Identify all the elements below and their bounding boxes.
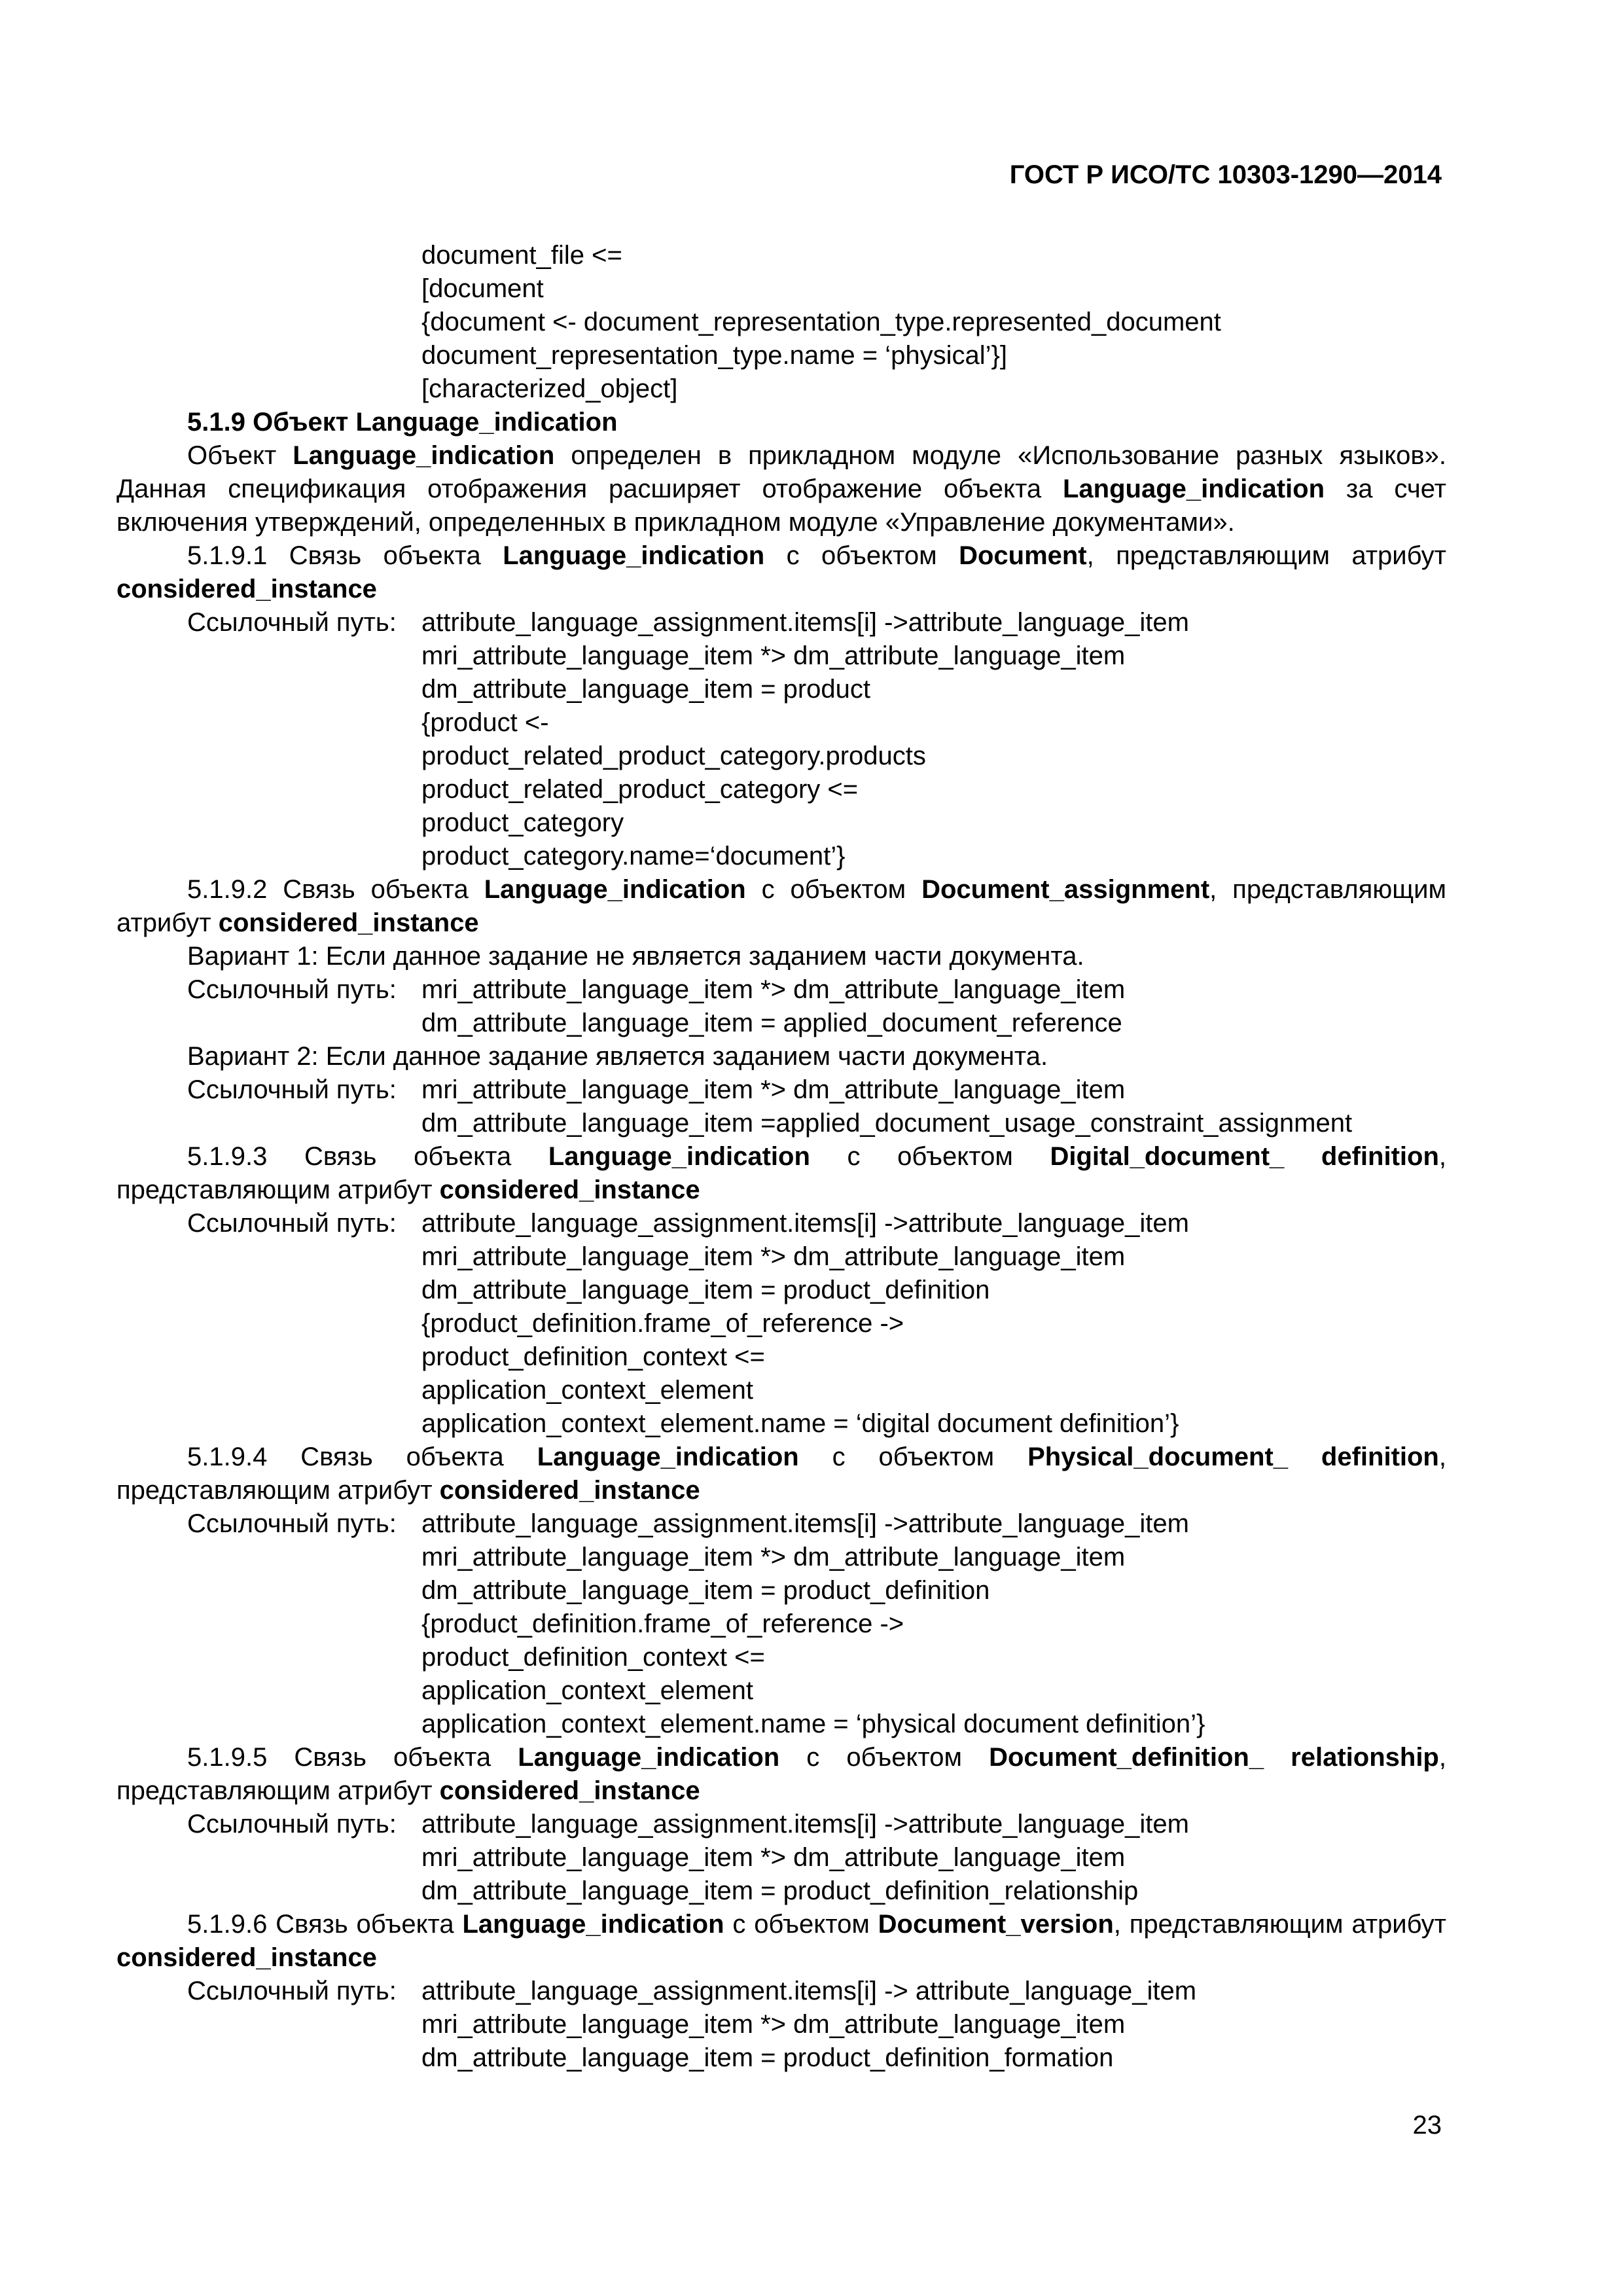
path-line: application_context_element [421, 1376, 754, 1405]
path-line: mri_attribute_language_item *> dm_attribute_language_item [421, 641, 1126, 670]
entity-name: Digital_document_ definition [1050, 1142, 1439, 1171]
page-content [116, 239, 1446, 2075]
text: 5.1.9.2 Связь объекта [187, 875, 484, 904]
text: с объектом [779, 1743, 990, 1772]
path-line: dm_attribute_language_item = applied_document_reference [421, 1009, 1122, 1037]
code-line: document_representation_type.name = ‘physical’}] [421, 341, 1007, 370]
reference-path-lines [421, 973, 1446, 1040]
reference-path-lines [421, 606, 1446, 873]
reference-path-label: Ссылочный путь: [187, 1075, 397, 1104]
reference-path-label: Ссылочный путь: [187, 1810, 397, 1839]
path-line: {product_definition.frame_of_reference -> [421, 1309, 904, 1338]
path-line: mri_attribute_language_item *> dm_attribute_language_item [421, 1543, 1126, 1571]
subsection-title [116, 1741, 1446, 1808]
path-line: mri_attribute_language_item *> dm_attribute_language_item [421, 1242, 1126, 1271]
path-line: {product_definition.frame_of_reference -> [421, 1609, 904, 1638]
text: , представляющим атрибут [116, 1443, 1446, 1505]
text: с объектом [810, 1142, 1050, 1171]
text: , представляющим атрибут [116, 1142, 1446, 1204]
reference-path [116, 1073, 1446, 1140]
entity-name: Language_indication [484, 875, 746, 904]
text: 5.1.9.6 Связь объекта [187, 1910, 463, 1939]
text: с объектом [764, 541, 959, 570]
attribute-name: considered_instance [116, 1943, 377, 1972]
document-header: ГОСТ Р ИСО/ТС 10303-1290—2014 [1009, 160, 1442, 189]
reference-path [116, 606, 1446, 873]
text: с объектом [745, 875, 922, 904]
path-line: dm_attribute_language_item = product_definition_relationship [421, 1876, 1139, 1905]
entity-name: Language_indication [537, 1443, 799, 1471]
path-line: dm_attribute_language_item =applied_document_usage_constraint_assignment [421, 1109, 1353, 1138]
path-line: attribute_language_assignment.items[i] ->attribute_language_item [421, 1209, 1189, 1238]
entity-name: Language_indication [518, 1743, 780, 1772]
reference-path-label: Ссылочный путь: [187, 1209, 397, 1238]
text: определен в прикладном модуле «Использование разных языков». Данная спецификация отображения расширяет отображение объекта [116, 441, 1446, 503]
page-number: 23 [1412, 2111, 1442, 2140]
reference-path-lines [421, 1975, 1446, 2075]
reference-path-lines [421, 1207, 1446, 1441]
entity-name: Document_definition_ relationship [989, 1743, 1439, 1772]
attribute-name: considered_instance [439, 1476, 700, 1505]
text: 5.1.9.3 Связь объекта [187, 1142, 548, 1171]
path-line: product_related_product_category <= [421, 775, 859, 804]
reference-path-label: Ссылочный путь: [187, 1977, 397, 2005]
path-line: dm_attribute_language_item = product_definition [421, 1276, 990, 1304]
reference-path-lines [421, 1808, 1446, 1908]
path-line: product_category [421, 808, 624, 837]
path-line: mri_attribute_language_item *> dm_attribute_language_item [421, 975, 1126, 1004]
path-line: attribute_language_assignment.items[i] ->attribute_language_item [421, 1509, 1189, 1538]
section-heading: 5.1.9 Объект Language_indication [187, 408, 618, 437]
attribute-name: considered_instance [439, 1175, 700, 1204]
text: Объект [187, 441, 293, 470]
reference-path-lines [421, 1073, 1446, 1140]
reference-path [116, 1975, 1446, 2075]
code-line: [characterized_object] [421, 374, 678, 403]
path-line: mri_attribute_language_item *> dm_attribute_language_item [421, 2010, 1126, 2039]
path-line: attribute_language_assignment.items[i] ->attribute_language_item [421, 1810, 1189, 1839]
reference-path-label: Ссылочный путь: [187, 608, 397, 637]
intro-code-block [116, 239, 1446, 406]
path-line: attribute_language_assignment.items[i] -> attribute_language_item [421, 1977, 1197, 2005]
path-line: application_context_element [421, 1676, 754, 1705]
text: 5.1.9.1 Связь объекта [187, 541, 503, 570]
text: 5.1.9.4 Связь объекта [187, 1443, 537, 1471]
path-line: attribute_language_assignment.items[i] ->attribute_language_item [421, 608, 1189, 637]
entity-name: Language_indication [462, 1910, 724, 1939]
path-line: product_definition_context <= [421, 1342, 765, 1371]
path-line: {product <- [421, 708, 549, 737]
code-line: [document [421, 274, 544, 303]
path-line: dm_attribute_language_item = product_definition [421, 1576, 990, 1605]
subsection-title [116, 539, 1446, 606]
attribute-name: considered_instance [116, 575, 377, 603]
subsection-title [116, 1908, 1446, 1975]
text: , представляющим атрибут [116, 1743, 1446, 1805]
subsection-title [116, 1140, 1446, 1207]
text: , представляющим атрибут [116, 875, 1446, 937]
entity-name: Language_indication [548, 1142, 810, 1171]
reference-path-label: Ссылочный путь: [187, 1509, 397, 1538]
entity-name: Language_indication [293, 441, 555, 470]
path-line: application_context_element.name = ‘physical document definition’} [421, 1710, 1205, 1738]
entity-name: Document [959, 541, 1087, 570]
path-line: mri_attribute_language_item *> dm_attribute_language_item [421, 1843, 1126, 1872]
entity-name: Physical_document_ definition [1027, 1443, 1439, 1471]
reference-path-label: Ссылочный путь: [187, 975, 397, 1004]
path-line: product_category.name=‘document’} [421, 842, 846, 870]
entity-name: Language_indication [503, 541, 765, 570]
path-line: dm_attribute_language_item = product [421, 675, 871, 704]
text: , представляющим атрибут [1086, 541, 1446, 570]
entity-name: Document_version [878, 1910, 1114, 1939]
text: за счет включения утверждений, определенных в прикладном модуле «Управление документами». [116, 475, 1446, 537]
attribute-name: considered_instance [439, 1776, 700, 1805]
text: с объектом [798, 1443, 1028, 1471]
entity-name: Document_assignment [921, 875, 1210, 904]
reference-path [116, 1207, 1446, 1441]
text: с объектом [724, 1910, 878, 1939]
reference-path [116, 1808, 1446, 1908]
code-line: document_file <= [421, 241, 622, 270]
path-line: product_related_product_category.products [421, 742, 926, 770]
variant-line: Вариант 1: Если данное задание не является заданием части документа. [187, 942, 1084, 971]
path-line: product_definition_context <= [421, 1643, 765, 1672]
reference-path [116, 1507, 1446, 1741]
path-line: mri_attribute_language_item *> dm_attribute_language_item [421, 1075, 1126, 1104]
text: 5.1.9.5 Связь объекта [187, 1743, 518, 1772]
path-line: dm_attribute_language_item = product_definition_formation [421, 2043, 1114, 2072]
text: , представляющим атрибут [1113, 1910, 1446, 1939]
reference-path [116, 973, 1446, 1040]
reference-path-lines [421, 1507, 1446, 1741]
section-paragraph [116, 439, 1446, 539]
subsection-title [116, 1441, 1446, 1507]
attribute-name: considered_instance [218, 908, 479, 937]
code-line: {document <- document_representation_type.represented_document [421, 308, 1221, 336]
entity-name: Language_indication [1062, 475, 1325, 503]
path-line: application_context_element.name = ‘digital document definition’} [421, 1409, 1179, 1438]
variant-line: Вариант 2: Если данное задание является заданием части документа. [187, 1042, 1048, 1071]
subsection-title [116, 873, 1446, 940]
